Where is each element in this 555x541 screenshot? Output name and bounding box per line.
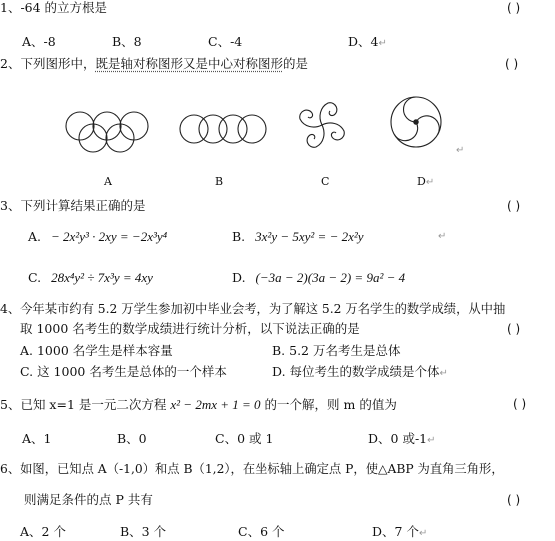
q3-option-b-prefix: B. xyxy=(232,229,246,244)
q5-stem-b: 的一个解，则 m 的值为 xyxy=(264,397,397,412)
q3-option-c xyxy=(28,271,153,285)
q3-answer-paren: ( ) xyxy=(507,199,521,213)
q3-option-c-expr: 28x⁴y² ÷ 7x³y = 4xy xyxy=(51,270,153,285)
q4-option-d xyxy=(272,366,448,379)
q3-option-a-prefix: A. xyxy=(28,229,42,244)
return-mark: ↵ xyxy=(378,38,387,49)
q2-figure-label-c: C xyxy=(321,175,330,188)
q1-option-d xyxy=(348,36,387,49)
q2-figure-label-b: B xyxy=(215,175,224,188)
return-mark: ↵ xyxy=(427,435,436,446)
q3-option-b-expr: 3x²y − 5xy² = − 2x²y xyxy=(255,229,364,244)
q4-option-d-text: D. 每位考生的数学成绩是个体 xyxy=(272,364,440,379)
q2-figure-label-a: A xyxy=(104,175,112,188)
q5-option-a: A、1 xyxy=(22,431,52,446)
q3-option-d-prefix: D. xyxy=(232,270,246,285)
q1-option-a: A、-8 xyxy=(22,34,56,49)
q2-figure-label-d-text: D xyxy=(417,175,426,188)
q3-option-d xyxy=(232,271,405,285)
q6-option-c: C、6 个 xyxy=(238,524,285,539)
q3-option-d-expr: (−3a − 2)(3a − 2) = 9a² − 4 xyxy=(255,270,406,285)
q2-figure-c xyxy=(294,98,350,152)
q3-option-b xyxy=(232,230,364,244)
return-mark: ↵ xyxy=(456,145,465,156)
q6-answer-paren: ( ) xyxy=(507,493,521,507)
q2-stem-emphasis: 既是轴对称图形又是中心对称图形 xyxy=(95,56,283,71)
q5-option-b: B、0 xyxy=(117,431,147,446)
q2-figure-label-d xyxy=(417,176,434,188)
q6-line1: 6、如图，已知点 A（-1,0）和点 B（1,2），在坐标轴上确定点 P，使△ABP 为直角三角形， xyxy=(0,462,504,476)
q5-stem-a: 5、已知 x=1 是一元二次方程 xyxy=(0,397,167,412)
q5-option-c: C、0 或 1 xyxy=(215,431,274,446)
return-mark: ↵ xyxy=(418,528,428,539)
q2-stem-c: 的是 xyxy=(282,56,308,71)
q2-figure-a xyxy=(60,106,160,158)
q5-stem xyxy=(0,398,397,412)
q4-line1: 4、今年某市约有 5.2 万学生参加初中毕业会考，为了解这 5.2 万名学生的数学成绩，从中抽 xyxy=(0,302,506,316)
q1-answer-paren: ( ) xyxy=(507,1,521,15)
q5-option-d-text: D、0 或-1 xyxy=(368,431,428,446)
q5-option-d xyxy=(368,433,436,446)
q2-figure-d xyxy=(388,94,444,150)
q1-option-d-text: D、4 xyxy=(348,34,379,49)
q2-stem xyxy=(0,58,308,71)
q5-equation: x² − 2mx + 1 = 0 xyxy=(170,397,261,412)
q6-option-d-text: D、7 个 xyxy=(372,524,419,539)
q3-option-a-expr: − 2x²y³ · 2xy = −2x³y⁴ xyxy=(51,229,168,244)
q3-option-a xyxy=(28,230,167,244)
q4-line2: 取 1000 名考生的数学成绩进行统计分析，以下说法正确的是 xyxy=(20,321,360,336)
q1-stem: 1、-64 的立方根是 xyxy=(0,0,108,15)
q2-figure-b xyxy=(178,112,268,148)
q4-option-c: C. 这 1000 名考生是总体的一个样本 xyxy=(20,364,227,379)
q6-option-d xyxy=(372,526,427,539)
q6-option-b: B、3 个 xyxy=(120,524,167,539)
q3-stem: 3、下列计算结果正确的是 xyxy=(0,198,146,213)
q3-option-c-prefix: C. xyxy=(28,270,42,285)
q1-option-c: C、-4 xyxy=(208,34,243,49)
q6-line2: 则满足条件的点 P 共有 xyxy=(24,492,153,507)
q4-option-b: B. 5.2 万名考生是总体 xyxy=(272,343,401,358)
q1-option-b: B、8 xyxy=(112,34,142,49)
return-mark: ↵ xyxy=(439,368,448,379)
q5-answer-paren: ( ) xyxy=(513,397,527,411)
q2-answer-paren: ( ) xyxy=(505,57,519,71)
q4-option-a: A. 1000 名学生是样本容量 xyxy=(20,343,173,358)
return-mark: ↵ xyxy=(425,177,435,188)
return-mark: ↵ xyxy=(438,231,447,242)
q4-answer-paren: ( ) xyxy=(507,322,521,336)
q2-stem-a: 2、下列图形中， xyxy=(0,56,96,71)
q6-option-a: A、2 个 xyxy=(20,524,66,539)
